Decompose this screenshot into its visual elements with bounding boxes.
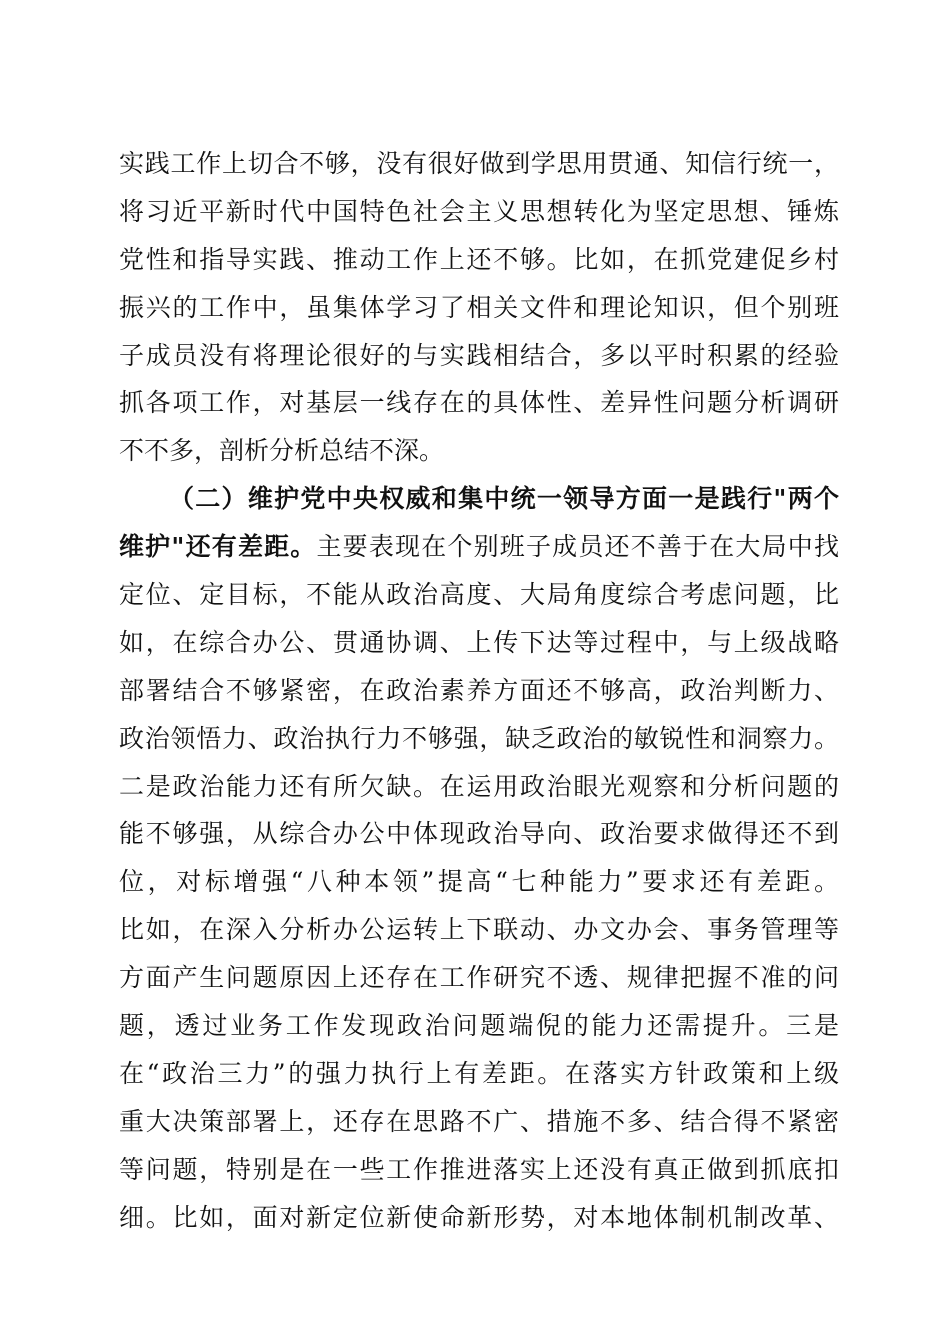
text-line: 定位、定目标，不能从政治高度、大局角度综合考虑问题，比 bbox=[119, 580, 839, 610]
text-line: 抓各项工作，对基层一线存在的具体性、差异性问题分析调研 bbox=[119, 388, 839, 418]
text-line: 政治领悟力、政治执行力不够强，缺乏政治的敏锐性和洞察力。 bbox=[119, 723, 839, 753]
body-text bbox=[119, 140, 839, 1241]
text-line: 部署结合不够紧密，在政治素养方面还不够高，政治判断力、 bbox=[119, 675, 839, 705]
text-line: 能不够强，从综合办公中体现政治导向、政治要求做得还不到 bbox=[119, 819, 839, 849]
text-line: 将习近平新时代中国特色社会主义思想转化为坚定思想、锤炼 bbox=[119, 196, 839, 226]
text-line: 子成员没有将理论很好的与实践相结合，多以平时积累的经验 bbox=[119, 340, 839, 370]
text-line: 振兴的工作中，虽集体学习了相关文件和理论知识，但个别班 bbox=[119, 292, 839, 322]
section-heading: （二）维护党中央权威和集中统一领导方面一是践行"两个 bbox=[169, 484, 839, 514]
text-line: 党性和指导实践、推动工作上还不够。比如，在抓党建促乡村 bbox=[119, 244, 839, 274]
text-line: 等问题，特别是在一些工作推进落实上还没有真正做到抓底扣 bbox=[119, 1154, 839, 1184]
text-line: 在“政治三力”的强力执行上有差距。在落实方针政策和上级 bbox=[119, 1058, 839, 1088]
text-line: 方面产生问题原因上还存在工作研究不透、规律把握不准的问 bbox=[119, 963, 839, 993]
text-line: 实践工作上切合不够，没有很好做到学思用贯通、知信行统一， bbox=[119, 149, 839, 178]
text-line: 细。比如，面对新定位新使命新形势，对本地体制机制改革、 bbox=[119, 1202, 839, 1232]
section-heading-cont: 维护"还有差距。 bbox=[119, 532, 317, 562]
text-line: 二是政治能力还有所欠缺。在运用政治眼光观察和分析问题的 bbox=[119, 771, 839, 801]
text-line: 重大决策部署上，还存在思路不广、措施不多、结合得不紧密 bbox=[119, 1106, 839, 1136]
text-line: 位，对标增强“八种本领”提高“七种能力”要求还有差距。 bbox=[119, 867, 839, 897]
text-line: 比如，在深入分析办公运转上下联动、办文办会、事务管理等 bbox=[119, 915, 839, 945]
text-line: 不不多，剖析分析总结不深。 bbox=[119, 436, 445, 466]
text-line bbox=[119, 523, 839, 571]
text-line: 题，透过业务工作发现政治问题端倪的能力还需提升。三是 bbox=[119, 1011, 839, 1041]
text-line: 如，在综合办公、贯通协调、上传下达等过程中，与上级战略 bbox=[119, 627, 839, 657]
text-segment: 主要表现在个别班子成员还不善于在大局中找 bbox=[316, 532, 839, 562]
